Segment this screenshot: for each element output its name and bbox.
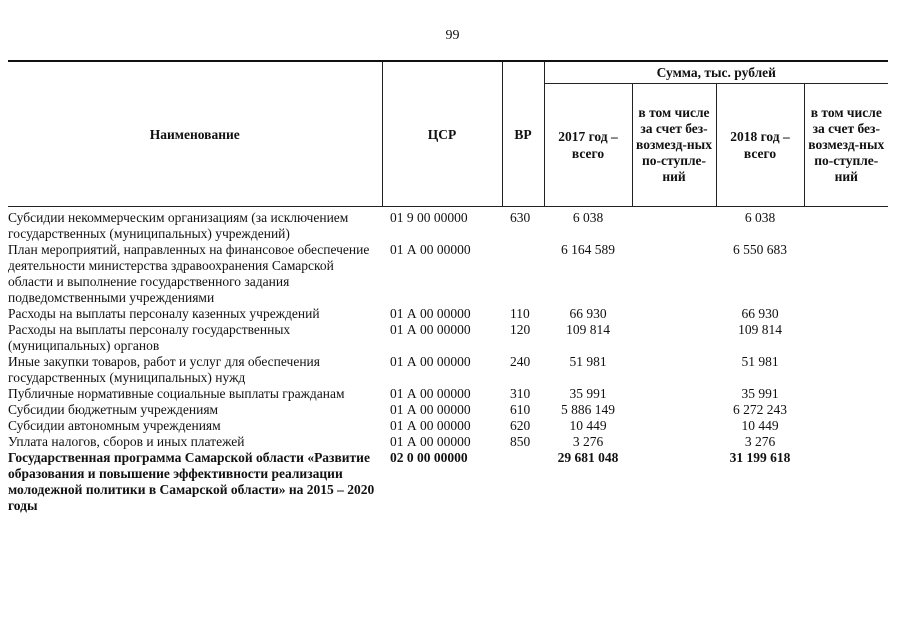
row-2018-gratuitous [804,434,888,450]
header-2018-gratuitous: в том числе за счет без-возмезд-ных по-ступле-ний [804,84,888,207]
row-2017-gratuitous [632,207,716,243]
row-name: Государственная программа Самарской области «Развитие образования и повышение эффективности реализации молодежной политики в Самарской области» на 2015 – 2020 годы [8,450,375,513]
table-row [8,207,888,243]
row-vr: 610 [510,402,531,417]
header-name: Наименование [8,61,382,207]
table-row [8,418,888,434]
row-name: Субсидии автономным учреждениям [8,418,221,433]
table-body [8,207,888,515]
row-vr: 620 [510,418,531,433]
row-vr: 630 [510,210,531,225]
table-row [8,434,888,450]
row-2017-gratuitous [632,306,716,322]
table-row [8,322,888,354]
row-2017-gratuitous [632,450,716,514]
row-vr: 110 [510,306,530,321]
row-csr: 02 0 00 00000 [390,450,468,465]
row-name: Субсидии бюджетным учреждениям [8,402,219,417]
table-row [8,386,888,402]
row-2017-total: 6 164 589 [561,242,615,257]
table-row [8,242,888,306]
row-name: Иные закупки товаров, работ и услуг для обеспечения государственных (муниципальных) нужд [8,354,320,385]
budget-table [8,60,888,514]
table-row [8,306,888,322]
row-csr: 01 А 00 00000 [390,386,471,401]
row-2017-total: 51 981 [569,354,607,369]
row-2018-gratuitous [804,450,888,514]
row-2018-gratuitous [804,402,888,418]
header-vr: ВР [502,61,544,207]
row-csr: 01 А 00 00000 [390,418,471,433]
row-2017-total: 29 681 048 [557,450,619,465]
row-2017-total: 10 449 [569,418,607,433]
row-2018-gratuitous [804,386,888,402]
row-2017-gratuitous [632,434,716,450]
header-csr: ЦСР [382,61,502,207]
row-2018-gratuitous [804,322,888,354]
row-vr [502,450,544,514]
row-2018-total: 66 930 [741,306,779,321]
row-2018-gratuitous [804,354,888,386]
row-2017-total: 3 276 [572,434,604,449]
page-number: 99 [445,28,460,43]
row-2017-total: 5 886 149 [561,402,615,417]
row-2017-total: 109 814 [566,322,610,337]
row-csr: 01 9 00 00000 [390,210,468,225]
row-2018-total: 109 814 [738,322,782,337]
row-2017-total: 35 991 [569,386,607,401]
row-csr: 01 А 00 00000 [390,354,471,369]
row-name: Субсидии некоммерческим организациям (за исключением государственных (муниципальных) учреждений) [8,210,349,241]
row-2017-total: 6 038 [572,210,604,225]
row-2018-total: 6 272 243 [733,402,787,417]
row-2018-total: 3 276 [744,434,776,449]
row-name: Уплата налогов, сборов и иных платежей [8,434,245,449]
row-2017-gratuitous [632,386,716,402]
row-2018-total: 10 449 [741,418,779,433]
row-vr: 310 [510,386,531,401]
row-2017-gratuitous [632,322,716,354]
row-2018-gratuitous [804,207,888,243]
row-2017-gratuitous [632,418,716,434]
row-vr: 850 [510,434,531,449]
row-vr: 240 [510,354,531,369]
row-2018-gratuitous [804,306,888,322]
row-2017-gratuitous [632,354,716,386]
table-row [8,402,888,418]
row-csr: 01 А 00 00000 [390,306,471,321]
row-2018-total: 35 991 [741,386,779,401]
table-row [8,354,888,386]
row-2018-total: 6 038 [744,210,776,225]
row-2018-total: 31 199 618 [729,450,791,465]
header-2018-total: 2018 год – всего [716,84,804,207]
row-vr: 120 [510,322,531,337]
row-name: Расходы на выплаты персоналу государственных (муниципальных) органов [8,322,291,353]
row-2018-total: 51 981 [741,354,779,369]
row-name: Расходы на выплаты персоналу казенных учреждений [8,306,320,321]
budget-table-container [8,60,888,514]
row-csr: 01 А 00 00000 [390,402,471,417]
row-2018-gratuitous [804,418,888,434]
header-2017-total: 2017 год – всего [544,84,632,207]
row-csr: 01 А 00 00000 [390,322,471,337]
row-csr: 01 А 00 00000 [390,242,471,257]
row-2017-gratuitous [632,242,716,306]
row-csr: 01 А 00 00000 [390,434,471,449]
header-sum-group: Сумма, тыс. рублей [544,61,888,84]
row-2018-total: 6 550 683 [733,242,787,257]
row-name: План мероприятий, направленных на финансовое обеспечение деятельности министерства здравоохранения Самарской области и выполнение государственного задания подведомственными учреждениями [8,242,370,305]
table-row [8,450,888,514]
row-2018-gratuitous [804,242,888,306]
row-2017-gratuitous [632,402,716,418]
row-vr [502,242,544,306]
row-name: Публичные нормативные социальные выплаты гражданам [8,386,345,401]
row-2017-total: 66 930 [569,306,607,321]
table-header [8,61,888,207]
header-2017-gratuitous: в том числе за счет без-возмезд-ных по-ступле-ний [632,84,716,207]
